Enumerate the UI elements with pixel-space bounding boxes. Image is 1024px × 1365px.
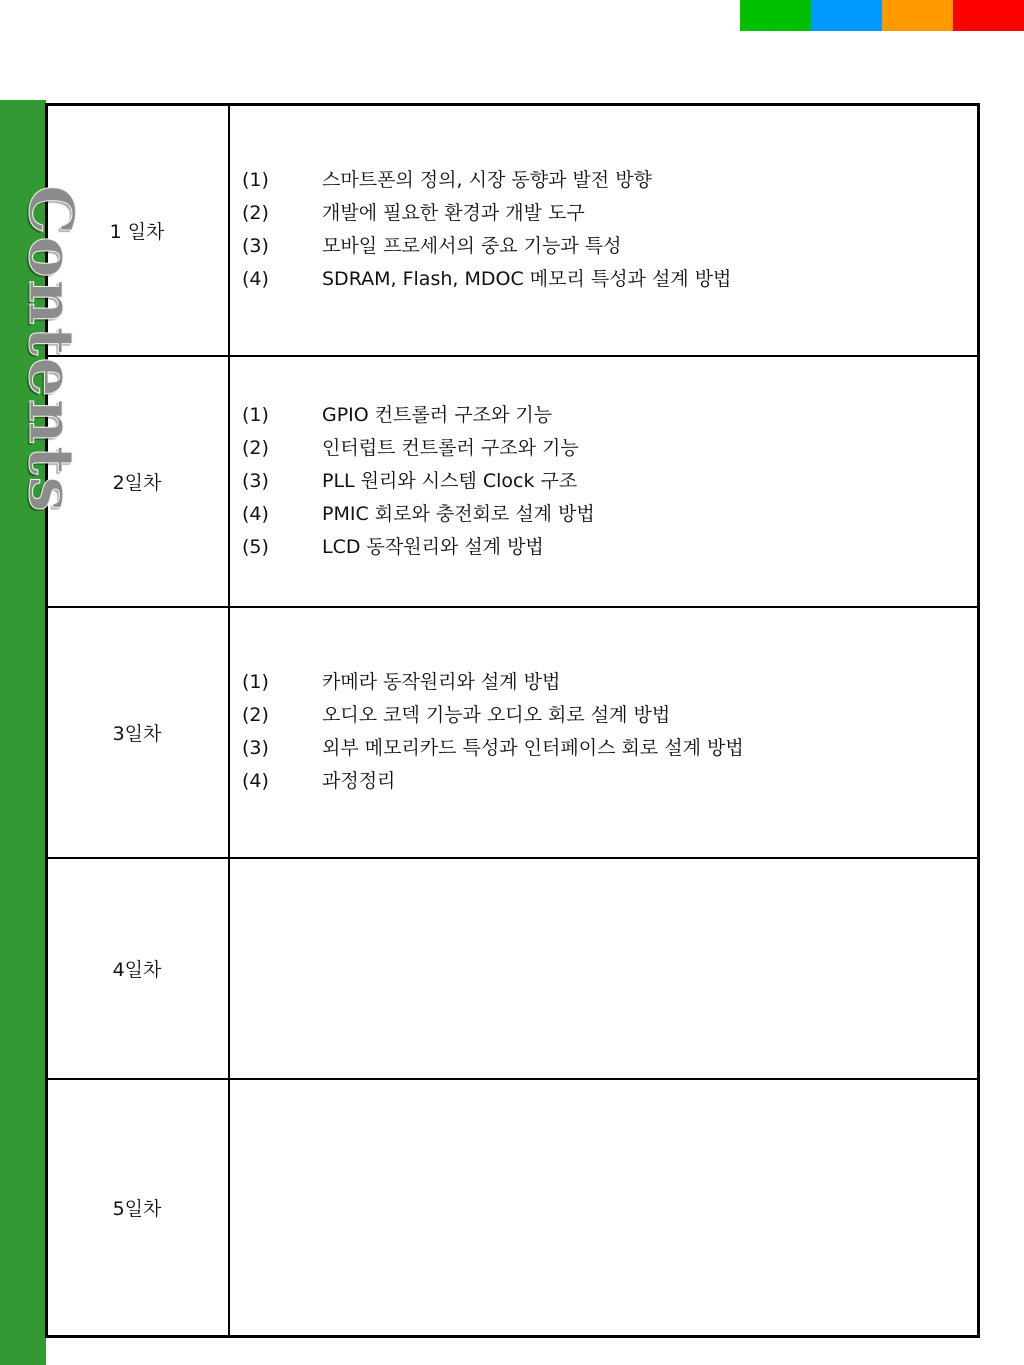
day-row-2 — [47, 356, 979, 607]
topic-text: GPIO 컨트롤러 구조와 기능 — [322, 403, 553, 426]
schedule-table — [45, 103, 980, 1338]
topics-cell — [229, 1079, 979, 1337]
topic-item — [242, 666, 977, 699]
day-label: 1 일차 — [109, 220, 165, 243]
strip-blue — [811, 0, 882, 31]
topic-item — [242, 465, 977, 498]
topic-item — [242, 263, 977, 296]
topic-text: 스마트폰의 정의, 시장 동향과 발전 방향 — [322, 169, 652, 192]
topic-number: (2) — [242, 202, 269, 225]
topic-text: 개발에 필요한 환경과 개발 도구 — [322, 202, 585, 225]
day-label-cell — [47, 607, 230, 858]
color-strip — [740, 0, 1024, 31]
topic-list — [230, 666, 977, 798]
topics-cell — [229, 858, 979, 1079]
topic-item — [242, 197, 977, 230]
day-row-3 — [47, 607, 979, 858]
topic-text: SDRAM, Flash, MDOC 메모리 특성과 설계 방법 — [322, 268, 732, 291]
contents-title: Contents — [15, 185, 88, 514]
topic-item — [242, 432, 977, 465]
topic-text: 오디오 코덱 기능과 오디오 회로 설계 방법 — [322, 704, 671, 726]
topic-text: LCD 동작원리와 설계 방법 — [322, 535, 544, 558]
topic-item — [242, 699, 977, 732]
topic-item — [242, 531, 977, 564]
day-label-cell — [47, 1079, 230, 1337]
day-label: 3일차 — [112, 722, 162, 745]
topic-item — [242, 765, 977, 798]
day-label-cell — [47, 858, 230, 1079]
topic-number: (2) — [242, 704, 269, 726]
strip-green — [740, 0, 811, 31]
topic-text: 모바일 프로세서의 중요 기능과 특성 — [322, 235, 622, 258]
topic-item — [242, 498, 977, 531]
topic-number: (4) — [242, 770, 269, 792]
topic-item — [242, 164, 977, 197]
topic-number: (5) — [242, 535, 269, 558]
day-label: 2일차 — [112, 471, 162, 494]
topic-number: (1) — [242, 403, 269, 426]
topic-text: 카메라 동작원리와 설계 방법 — [322, 671, 561, 693]
strip-red — [953, 0, 1024, 31]
topic-item — [242, 732, 977, 765]
topic-number: (3) — [242, 235, 269, 258]
strip-orange — [882, 0, 953, 31]
topic-item — [242, 230, 977, 263]
topics-cell — [229, 105, 979, 356]
topic-number: (4) — [242, 268, 269, 291]
topics-cell — [229, 607, 979, 858]
day-label: 4일차 — [112, 958, 162, 981]
topic-number: (3) — [242, 469, 269, 492]
topic-text: 과정정리 — [322, 770, 396, 792]
topic-list — [230, 164, 977, 296]
topic-number: (1) — [242, 671, 269, 693]
day-row-1 — [47, 105, 979, 356]
topic-item — [242, 399, 977, 432]
topic-number: (3) — [242, 737, 269, 759]
topic-number: (2) — [242, 436, 269, 459]
topic-number: (1) — [242, 169, 269, 192]
topic-list — [230, 399, 977, 564]
topic-text: 외부 메모리카드 특성과 인터페이스 회로 설계 방법 — [322, 737, 744, 759]
topic-text: PMIC 회로와 충전회로 설계 방법 — [322, 502, 595, 525]
topic-text: PLL 원리와 시스템 Clock 구조 — [322, 469, 578, 492]
topics-cell — [229, 356, 979, 607]
topic-text: 인터럽트 컨트롤러 구조와 기능 — [322, 436, 579, 459]
topic-number: (4) — [242, 502, 269, 525]
day-row-5 — [47, 1079, 979, 1337]
day-row-4 — [47, 858, 979, 1079]
day-label: 5일차 — [112, 1197, 162, 1220]
